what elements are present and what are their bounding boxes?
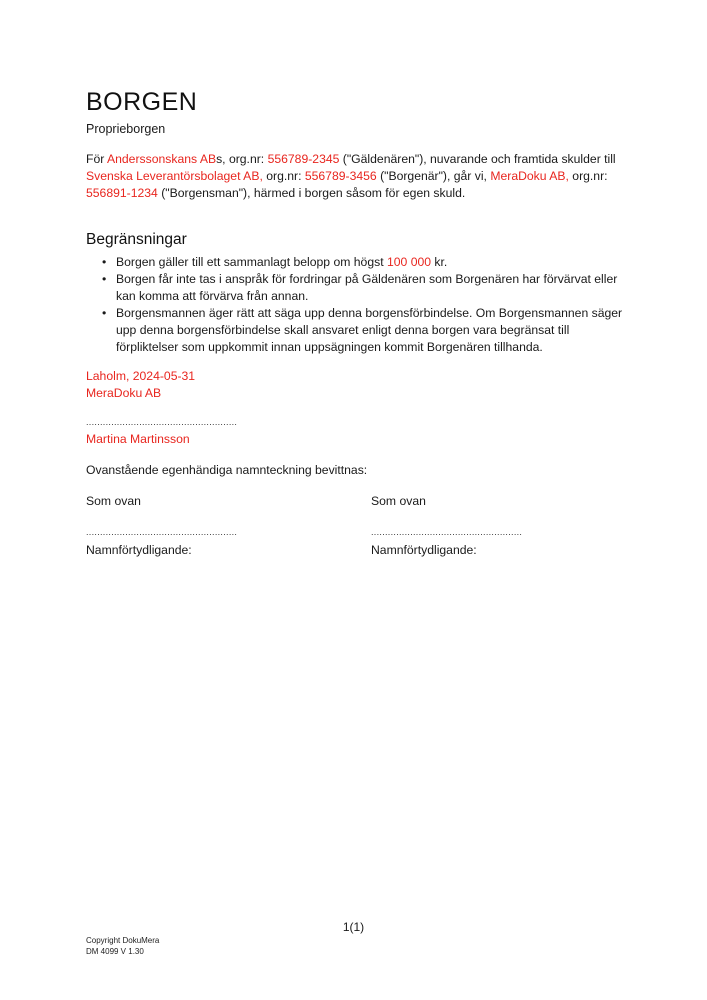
limit-text: Borgen får inte tas i anspråk för fordringar på Gäldenären som Borgenären har förvärvat eller kan komma att förvärva från annan. bbox=[116, 272, 618, 303]
limit-text: kr. bbox=[431, 255, 448, 269]
witness-left-signature-line: ...................................................... bbox=[86, 527, 238, 537]
list-item bbox=[86, 271, 626, 305]
limit-text: Borgensmannen äger rätt att säga upp denna borgensförbindelse. Om Borgensmannen säger upp denna borgensförbindelse skall ansvaret enligt denna borgen vara begränsat till förpliktelser som uppkommit innan uppsägningen kommit Borgenären tillhanda. bbox=[116, 306, 623, 354]
debtor-name: Anderssonskans AB bbox=[107, 152, 217, 166]
bullet-icon: • bbox=[102, 255, 107, 269]
witness-intro: Ovanstående egenhändiga namnteckning bevittnas: bbox=[86, 463, 368, 477]
signing-company: MeraDoku AB bbox=[86, 386, 162, 400]
copyright-text: Copyright DokuMera bbox=[86, 936, 160, 945]
list-item bbox=[86, 254, 626, 271]
witness-right-clarification: Namnförtydligande: bbox=[371, 543, 477, 557]
footer bbox=[86, 936, 159, 957]
signature-line: ...................................................... bbox=[86, 417, 238, 427]
witness-left-label: Som ovan bbox=[86, 494, 141, 508]
intro-text: org.nr: bbox=[568, 169, 608, 183]
place-date: Laholm, 2024-05-31 bbox=[86, 369, 196, 383]
witness-left-clarification: Namnförtydligande: bbox=[86, 543, 192, 557]
limit-text: Borgen gäller till ett sammanlagt belopp om högst bbox=[116, 255, 387, 269]
document-title: BORGEN bbox=[86, 88, 198, 116]
creditor-orgnr: 556789-3456 bbox=[304, 169, 377, 183]
bullet-icon: • bbox=[102, 306, 107, 320]
guarantor-orgnr: 556891-1234 bbox=[86, 186, 158, 200]
limit-amount: 100 000 bbox=[386, 255, 432, 269]
intro-text: org.nr: bbox=[262, 169, 305, 183]
limits-list bbox=[86, 254, 626, 356]
intro-paragraph bbox=[86, 151, 626, 202]
guarantor-name: MeraDoku AB, bbox=[490, 169, 569, 183]
creditor-name: Svenska Leverantörsbolaget AB, bbox=[86, 169, 263, 183]
witness-right-signature-line: ...................................................... bbox=[371, 527, 523, 537]
witness-right-label: Som ovan bbox=[371, 494, 426, 508]
intro-text: s, org.nr: bbox=[216, 152, 268, 166]
intro-text: ("Borgensman"), härmed i borgen såsom för egen skuld. bbox=[157, 186, 466, 200]
version-text: DM 4099 V 1.30 bbox=[86, 946, 144, 956]
intro-text: För bbox=[86, 152, 107, 166]
list-item bbox=[86, 305, 626, 356]
intro-text: ("Gäldenären"), nuvarande och framtida skulder till bbox=[339, 152, 616, 166]
document-subtitle: Proprieborgen bbox=[86, 122, 166, 136]
limits-heading: Begränsningar bbox=[86, 231, 187, 248]
intro-text: ("Borgenär"), går vi, bbox=[376, 169, 491, 183]
page-number: 1(1) bbox=[342, 920, 365, 934]
signer-name: Martina Martinsson bbox=[86, 432, 190, 446]
debtor-orgnr: 556789-2345 bbox=[267, 152, 340, 166]
bullet-icon: • bbox=[102, 272, 107, 286]
